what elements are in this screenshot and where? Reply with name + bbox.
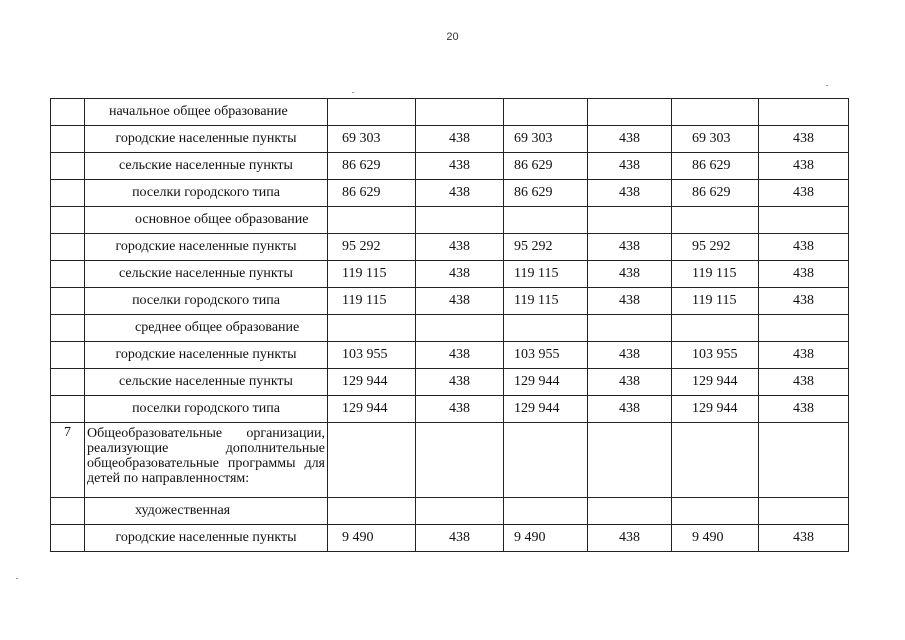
row-number-cell <box>51 288 85 315</box>
value-cell <box>504 315 588 342</box>
value-cell: 129 944 <box>672 396 759 423</box>
row-number-cell <box>51 525 85 552</box>
value-cell: 438 <box>588 261 672 288</box>
value-cell <box>328 315 416 342</box>
value-cell: 119 115 <box>328 261 416 288</box>
row-number-cell: 7 <box>51 423 85 498</box>
value-cell <box>416 315 504 342</box>
value-cell: 438 <box>416 396 504 423</box>
table-row <box>51 153 849 180</box>
value-cell: 438 <box>759 525 849 552</box>
value-cell: 438 <box>416 342 504 369</box>
value-cell: 438 <box>588 153 672 180</box>
value-cell <box>672 498 759 525</box>
value-cell: 86 629 <box>672 180 759 207</box>
scan-speck <box>826 85 828 86</box>
section-header-cell: начальное общее образование <box>85 99 328 126</box>
value-cell <box>504 498 588 525</box>
settlement-type-cell: сельские населенные пункты <box>85 369 328 396</box>
table-row <box>51 525 849 552</box>
value-cell: 69 303 <box>504 126 588 153</box>
value-cell <box>504 99 588 126</box>
value-cell: 438 <box>759 288 849 315</box>
value-cell: 438 <box>759 342 849 369</box>
value-cell: 438 <box>588 396 672 423</box>
value-cell: 86 629 <box>672 153 759 180</box>
value-cell: 119 115 <box>328 288 416 315</box>
value-cell: 103 955 <box>504 342 588 369</box>
settlement-type-cell: сельские населенные пункты <box>85 153 328 180</box>
value-cell: 86 629 <box>328 180 416 207</box>
value-cell: 438 <box>416 126 504 153</box>
value-cell: 438 <box>759 153 849 180</box>
value-cell: 438 <box>416 369 504 396</box>
value-cell <box>328 99 416 126</box>
value-cell: 9 490 <box>504 525 588 552</box>
value-cell <box>588 498 672 525</box>
value-cell <box>672 99 759 126</box>
value-cell <box>588 99 672 126</box>
tariff-table <box>50 98 849 552</box>
value-cell: 438 <box>416 288 504 315</box>
value-cell: 129 944 <box>328 396 416 423</box>
value-cell: 86 629 <box>504 180 588 207</box>
value-cell <box>416 423 504 498</box>
value-cell <box>759 498 849 525</box>
value-cell: 95 292 <box>672 234 759 261</box>
value-cell: 438 <box>759 180 849 207</box>
row-number-cell <box>51 234 85 261</box>
row-number-cell <box>51 369 85 396</box>
value-cell <box>588 207 672 234</box>
settlement-type-cell: городские населенные пункты <box>85 234 328 261</box>
value-cell <box>416 207 504 234</box>
table-row <box>51 126 849 153</box>
value-cell: 119 115 <box>672 288 759 315</box>
value-cell <box>328 498 416 525</box>
value-cell <box>759 99 849 126</box>
table-row <box>51 498 849 525</box>
row-number-cell <box>51 153 85 180</box>
value-cell: 438 <box>759 396 849 423</box>
settlement-type-cell: городские населенные пункты <box>85 126 328 153</box>
value-cell: 129 944 <box>504 369 588 396</box>
settlement-type-cell: поселки городского типа <box>85 180 328 207</box>
table-row <box>51 369 849 396</box>
value-cell <box>504 423 588 498</box>
value-cell: 129 944 <box>504 396 588 423</box>
section-header-cell: художественная <box>85 498 328 525</box>
value-cell: 69 303 <box>328 126 416 153</box>
section-header-cell: основное общее образование <box>85 207 328 234</box>
value-cell: 438 <box>759 369 849 396</box>
value-cell <box>759 207 849 234</box>
value-cell: 438 <box>588 288 672 315</box>
value-cell: 129 944 <box>328 369 416 396</box>
value-cell: 438 <box>416 180 504 207</box>
row-number-cell <box>51 99 85 126</box>
table-row <box>51 180 849 207</box>
value-cell <box>416 99 504 126</box>
value-cell: 69 303 <box>672 126 759 153</box>
row-number-cell <box>51 498 85 525</box>
value-cell <box>672 423 759 498</box>
value-cell: 438 <box>759 261 849 288</box>
row-number-cell <box>51 261 85 288</box>
settlement-type-cell: городские населенные пункты <box>85 525 328 552</box>
settlement-type-cell: поселки городского типа <box>85 396 328 423</box>
value-cell: 438 <box>416 525 504 552</box>
value-cell: 438 <box>588 342 672 369</box>
settlement-type-cell: сельские населенные пункты <box>85 261 328 288</box>
value-cell: 438 <box>416 261 504 288</box>
table-row <box>51 342 849 369</box>
value-cell: 438 <box>588 525 672 552</box>
table-row <box>51 99 849 126</box>
value-cell: 129 944 <box>672 369 759 396</box>
value-cell: 119 115 <box>504 261 588 288</box>
value-cell <box>588 423 672 498</box>
value-cell: 438 <box>416 234 504 261</box>
value-cell: 9 490 <box>328 525 416 552</box>
settlement-type-cell: поселки городского типа <box>85 288 328 315</box>
value-cell: 438 <box>588 180 672 207</box>
scan-speck <box>352 92 354 93</box>
page-number: 20 <box>446 31 459 43</box>
value-cell: 103 955 <box>328 342 416 369</box>
value-cell: 438 <box>759 126 849 153</box>
row-number-cell <box>51 342 85 369</box>
value-cell: 438 <box>759 234 849 261</box>
row-number-cell <box>51 126 85 153</box>
table-row <box>51 288 849 315</box>
table-body <box>51 99 849 552</box>
value-cell <box>328 207 416 234</box>
value-cell <box>759 315 849 342</box>
value-cell: 438 <box>588 234 672 261</box>
value-cell <box>759 423 849 498</box>
section-header-cell: среднее общее образование <box>85 315 328 342</box>
row-number-cell <box>51 207 85 234</box>
scan-speck <box>16 578 18 579</box>
value-cell: 119 115 <box>504 288 588 315</box>
table-row <box>51 423 849 498</box>
value-cell: 86 629 <box>328 153 416 180</box>
value-cell: 438 <box>588 126 672 153</box>
table-row <box>51 396 849 423</box>
value-cell <box>328 423 416 498</box>
value-cell <box>588 315 672 342</box>
value-cell <box>672 207 759 234</box>
table-row <box>51 207 849 234</box>
value-cell: 9 490 <box>672 525 759 552</box>
value-cell: 86 629 <box>504 153 588 180</box>
table-row <box>51 261 849 288</box>
table-row <box>51 315 849 342</box>
value-cell: 95 292 <box>504 234 588 261</box>
settlement-type-cell: городские населенные пункты <box>85 342 328 369</box>
row-number-cell <box>51 396 85 423</box>
value-cell: 119 115 <box>672 261 759 288</box>
value-cell: 438 <box>416 153 504 180</box>
value-cell: 438 <box>588 369 672 396</box>
value-cell <box>416 498 504 525</box>
value-cell <box>504 207 588 234</box>
value-cell <box>672 315 759 342</box>
value-cell: 95 292 <box>328 234 416 261</box>
organization-label-cell: Общеобразовательные организации, реализующие дополнительные общеобразовательные программы для детей по направленностям: <box>85 423 328 498</box>
row-number-cell <box>51 315 85 342</box>
row-number-cell <box>51 180 85 207</box>
value-cell: 103 955 <box>672 342 759 369</box>
table-row <box>51 234 849 261</box>
